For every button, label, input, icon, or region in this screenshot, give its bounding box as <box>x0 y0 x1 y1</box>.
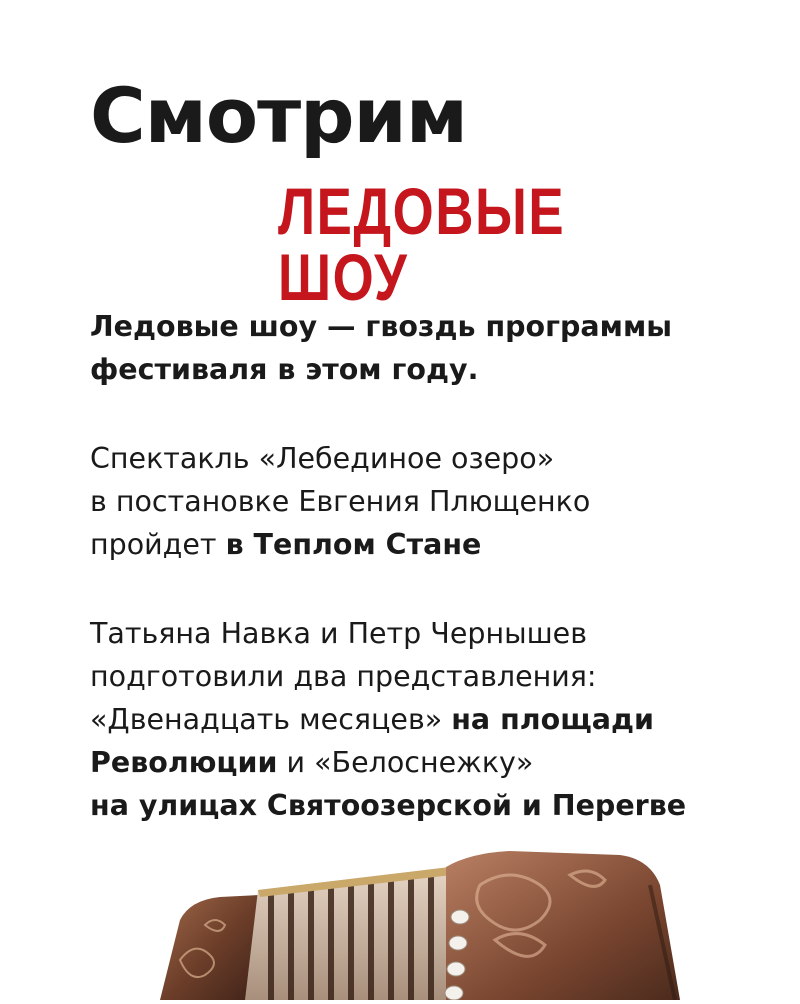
navka-line-2: подготовили два представления: <box>90 660 597 693</box>
navka-show-2: и «Белоснежку» <box>277 746 534 779</box>
accordion-illustration <box>150 845 690 1000</box>
intro-paragraph <box>90 305 770 391</box>
navka-line-4 <box>90 741 770 784</box>
navka-paragraph <box>90 612 770 827</box>
swan-lake-line-2: в постановке Евгения Плющенко <box>90 485 591 518</box>
navka-line-3 <box>90 698 770 741</box>
swan-lake-venue: в Теплом Стане <box>225 528 482 561</box>
page-subtitle: ЛЕДОВЫЕ ШОУ <box>278 174 566 314</box>
swan-lake-paragraph <box>90 437 770 566</box>
page-title: Смотрим <box>90 71 467 160</box>
accordion-icon <box>150 845 690 1000</box>
navka-line-1: Татьяна Навка и Петр Чернышев <box>90 617 588 650</box>
swan-lake-line-1: Спектакль «Лебединое озеро» <box>90 442 555 475</box>
swan-lake-line-3 <box>90 523 770 566</box>
navka-venue-2: на улицах Святоозерской и Переrве <box>90 789 687 822</box>
intro-line-2: фестиваля в этом году. <box>90 353 479 386</box>
navka-show-1: «Двенадцать месяцев» <box>90 703 452 736</box>
intro-line-1: Ледовые шоу — гвоздь программы <box>90 310 673 343</box>
navka-venue-1a: на площади <box>451 703 654 736</box>
navka-venue-1b: Революции <box>90 746 278 779</box>
swan-lake-line-3-text: пройдет <box>90 528 226 561</box>
